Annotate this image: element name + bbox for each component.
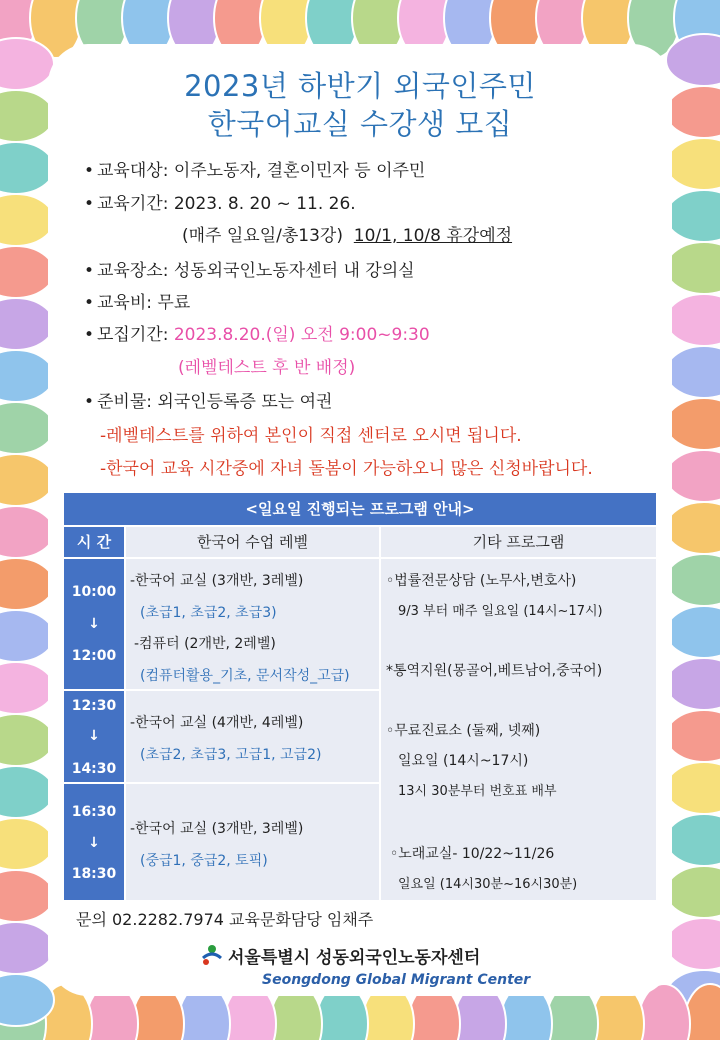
info-period-break: 10/1, 10/8 휴강예정 (353, 226, 513, 246)
other-free-clinic-schedule: 일요일 (14시~17시) (398, 753, 529, 769)
time-3-end: 18:30 (71, 866, 117, 882)
other-singing-class-schedule: 일요일 (14시30분~16시30분) (398, 877, 578, 892)
time-slot-3 (64, 784, 124, 900)
info-period-label: 교육기간: (97, 194, 174, 214)
time-2-start: 12:30 (71, 698, 117, 714)
table-header-level: 한국어 수업 레벨 (126, 527, 379, 557)
page-title: 2023년 하반기 외국인주민 (184, 69, 536, 103)
other-singing-class: ◦노래교실- 10/22~11/26 (390, 846, 555, 862)
time-2-end: 14:30 (71, 761, 117, 777)
level-cell-2 (126, 691, 379, 782)
info-recruit-note: (레벨테스트 후 반 배정) (178, 358, 356, 378)
info-recruit-label: 모집기간: (97, 325, 174, 345)
level-3-korean-levels: (중급1, 중급2, 토픽) (140, 853, 268, 869)
level-3-korean: -한국어 교실 (3개반, 3레벨) (130, 821, 304, 837)
level-cell-3 (126, 784, 379, 900)
other-interpretation: *통역지원(몽골어,베트남어,중국어) (386, 663, 603, 679)
other-free-clinic-note: 13시 30분부터 번호표 배부 (398, 784, 557, 799)
info-prep-text: 준비물: 외국인등록증 또는 여권 (97, 392, 333, 412)
level-1-computer: -컴퓨터 (2개반, 2레벨) (134, 636, 276, 652)
notice-level-test: -레벨테스트를 위하여 본인이 직접 센터로 오시면 됩니다. (100, 426, 522, 446)
info-target-text: 교육대상: 이주노동자, 결혼이민자 등 이주민 (97, 161, 426, 181)
info-fee: • 교육비: 무료 (84, 293, 191, 313)
info-fee-text: 교육비: 무료 (97, 293, 191, 313)
info-period-note (182, 221, 512, 246)
info-period-note-text: (매주 일요일/총13강) (182, 226, 343, 246)
other-legal-consult: ◦법률전문상담 (노무사,변호사) (386, 573, 577, 589)
other-free-clinic: ◦무료진료소 (둘째, 넷째) (386, 723, 541, 739)
time-slot-2 (64, 691, 124, 782)
arrow-down-icon: ↓ (88, 616, 100, 632)
level-1-computer-levels: (컴퓨터활용_기초, 문서작성_고급) (140, 668, 350, 684)
table-header-time: 시 간 (64, 527, 124, 557)
info-recruit: • 모집기간: 2023.8.20.(일) 오전 9:00~9:30 (84, 325, 430, 345)
level-1-korean-levels: (초급1, 초급2, 초급3) (140, 605, 277, 621)
table-header-other: 기타 프로그램 (381, 527, 656, 557)
info-period-value: 2023. 8. 20 ~ 11. 26. (173, 194, 356, 214)
time-3-start: 16:30 (71, 804, 117, 820)
level-2-korean: -한국어 교실 (4개반, 4레벨) (130, 715, 304, 731)
info-place: • 교육장소: 성동외국인노동자센터 내 강의실 (84, 261, 415, 281)
info-prep: • 준비물: 외국인등록증 또는 여권 (84, 392, 333, 412)
logo-korean: 서울특별시 성동외국인노동자센터 (228, 948, 481, 968)
page-subtitle: 한국어교실 수강생 모집 (207, 107, 513, 141)
info-period: • 교육기간: 2023. 8. 20 ~ 11. 26. (84, 194, 356, 214)
contact-info: 문의 02.2282.7974 교육문화담당 임채주 (76, 910, 374, 929)
level-1-korean: -한국어 교실 (3개반, 3레벨) (130, 573, 304, 589)
arrow-down-icon: ↓ (88, 728, 100, 744)
seoul-logo-icon (200, 942, 224, 966)
info-target: • 교육대상: 이주노동자, 결혼이민자 등 이주민 (84, 161, 426, 181)
level-2-korean-levels: (초급2, 초급3, 고급1, 고급2) (140, 747, 322, 763)
notice-childcare: -한국어 교육 시간중에 자녀 돌봄이 가능하오니 많은 신청바랍니다. (100, 459, 593, 479)
info-recruit-value: 2023.8.20.(일) 오전 9:00~9:30 (173, 325, 430, 345)
logo-english: Seongdong Global Migrant Center (262, 972, 531, 988)
time-1-end: 12:00 (71, 648, 117, 664)
info-place-text: 교육장소: 성동외국인노동자센터 내 강의실 (97, 261, 415, 281)
table-title: <일요일 진행되는 프로그램 안내> (64, 493, 656, 525)
time-slot-1 (64, 559, 124, 689)
time-1-start: 10:00 (71, 584, 117, 600)
other-legal-consult-schedule: 9/3 부터 매주 일요일 (14시~17시) (398, 604, 603, 619)
arrow-down-icon: ↓ (88, 835, 100, 851)
